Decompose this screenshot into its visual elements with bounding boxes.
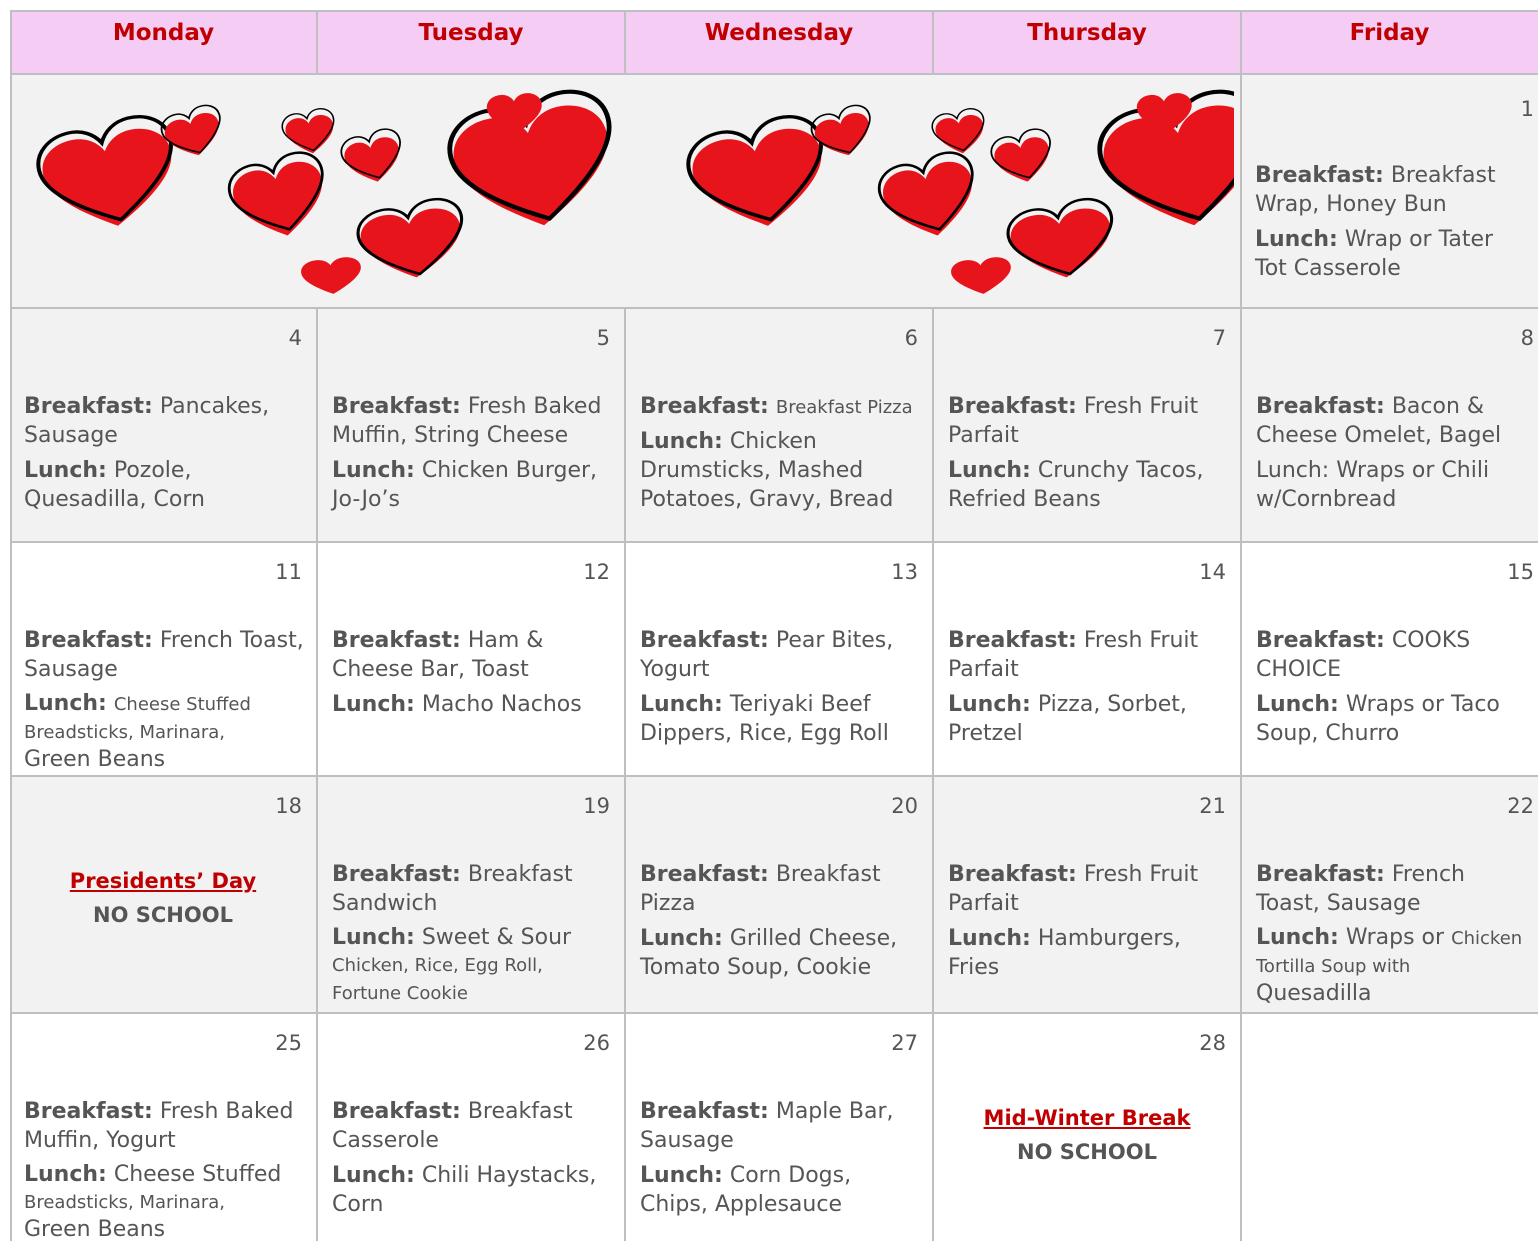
holiday-title: Presidents’ Day — [69, 869, 257, 893]
day-menu — [640, 1097, 924, 1225]
day-number: 22 — [1507, 794, 1534, 818]
lunch-label: Lunch: — [332, 458, 415, 483]
day-menu — [24, 626, 308, 779]
day-number: 4 — [288, 326, 302, 350]
breakfast-label: Breakfast: — [948, 628, 1077, 653]
lunch-items-cont: Breadsticks, Marinara, — [24, 1192, 226, 1213]
hearts-clipart — [24, 84, 1234, 296]
lunch-items: Macho Nachos — [421, 692, 582, 717]
day-menu — [640, 392, 924, 520]
lunch-label: Lunch: — [640, 1163, 723, 1188]
breakfast-label: Breakfast: — [1255, 163, 1384, 188]
lunch-items: Cheese Stuffed Breadsticks, Marinara, — [24, 694, 251, 743]
lunch-items: Corn Dogs, Chips, Applesauce — [640, 1163, 852, 1217]
day-cell-13 — [626, 542, 932, 775]
header-friday: Friday — [1349, 20, 1430, 46]
header-tuesday: Tuesday — [418, 20, 524, 46]
lunch-label: Lunch: — [948, 692, 1031, 717]
breakfast-label: Breakfast: — [948, 862, 1077, 887]
breakfast-label: Breakfast: — [1256, 862, 1385, 887]
lunch-items: Lunch: Wraps or Chili w/Cornbread — [1256, 458, 1490, 512]
day-menu — [24, 392, 308, 520]
lunch-items-cont2: Quesadilla — [1256, 981, 1372, 1006]
lunch-items: Pozole, Quesadilla, Corn — [24, 458, 205, 512]
holiday-title: Mid-Winter Break — [983, 1106, 1191, 1130]
holiday-notice — [10, 864, 316, 932]
day-number: 27 — [891, 1031, 918, 1055]
day-number: 8 — [1520, 326, 1534, 350]
holiday-notice — [934, 1101, 1240, 1169]
breakfast-items: Fresh Fruit Parfait — [948, 862, 1199, 916]
lunch-label: Lunch: — [640, 429, 723, 454]
day-number: 13 — [891, 560, 918, 584]
day-number: 20 — [891, 794, 918, 818]
breakfast-items: Breakfast Pizza — [640, 862, 881, 916]
day-cell-6 — [626, 308, 932, 541]
breakfast-label: Breakfast: — [332, 628, 461, 653]
breakfast-label: Breakfast: — [640, 394, 769, 419]
lunch-items: Teriyaki Beef Dippers, Rice, Egg Roll — [640, 692, 889, 746]
lunch-items: Wraps or Taco Soup, Churro — [1256, 692, 1500, 746]
lunch-items-cont: Green Beans — [24, 747, 166, 772]
lunch-items: Chicken Burger, Jo-Jo’s — [332, 458, 598, 512]
day-menu — [24, 1097, 308, 1249]
day-menu — [640, 626, 924, 754]
day-menu — [332, 860, 616, 1013]
day-menu — [1256, 860, 1530, 1013]
lunch-items: Cheese Stuffed — [113, 1162, 282, 1187]
lunch-label: Lunch: — [640, 692, 723, 717]
breakfast-items: Maple Bar, Sausage — [640, 1099, 894, 1153]
lunch-label: Lunch: — [24, 458, 107, 483]
breakfast-label: Breakfast: — [1256, 628, 1385, 653]
day-number: 1 — [1520, 97, 1534, 121]
day-number: 15 — [1507, 560, 1534, 584]
breakfast-label: Breakfast: — [640, 628, 769, 653]
lunch-label: Lunch: — [24, 1162, 107, 1187]
day-menu — [948, 860, 1232, 988]
lunch-label: Lunch: — [332, 692, 415, 717]
breakfast-items: Fresh Fruit Parfait — [948, 394, 1199, 448]
day-cell-25 — [10, 1013, 316, 1241]
breakfast-items: Bacon & Cheese Omelet, Bagel — [1256, 394, 1502, 448]
lunch-label: Lunch: — [24, 691, 107, 716]
lunch-label: Lunch: — [948, 926, 1031, 951]
header-thursday: Thursday — [1027, 20, 1147, 46]
breakfast-items: Fresh Baked Muffin, String Cheese — [332, 394, 602, 448]
breakfast-items: Breakfast Pizza — [775, 397, 913, 418]
day-number: 21 — [1199, 794, 1226, 818]
breakfast-items: Pear Bites, Yogurt — [640, 628, 894, 682]
day-menu — [1256, 626, 1530, 754]
day-menu — [1255, 161, 1530, 289]
breakfast-items: Fresh Baked Muffin, Yogurt — [24, 1099, 294, 1153]
breakfast-label: Breakfast: — [24, 394, 153, 419]
lunch-label: Lunch: — [640, 926, 723, 951]
day-cell-19 — [318, 776, 624, 1012]
day-menu — [948, 392, 1232, 520]
day-number: 28 — [1199, 1031, 1226, 1055]
day-cell-18 — [10, 776, 316, 1012]
breakfast-items: Fresh Fruit Parfait — [948, 628, 1199, 682]
day-number: 26 — [583, 1031, 610, 1055]
grid-line — [624, 10, 626, 75]
header-monday: Monday — [112, 20, 215, 46]
breakfast-items: French Toast, Sausage — [24, 628, 304, 682]
menu-calendar — [10, 10, 1538, 1241]
day-cell-11 — [10, 542, 316, 775]
day-menu — [948, 626, 1232, 754]
breakfast-label: Breakfast: — [332, 394, 461, 419]
day-cell-5 — [318, 308, 624, 541]
header-wednesday: Wednesday — [704, 20, 854, 46]
breakfast-label: Breakfast: — [24, 628, 153, 653]
holiday-no-school: NO SCHOOL — [1017, 1140, 1157, 1164]
day-menu — [640, 860, 924, 988]
lunch-label: Lunch: — [1256, 692, 1339, 717]
breakfast-items: Breakfast Wrap, Honey Bun — [1255, 163, 1496, 217]
breakfast-label: Breakfast: — [948, 394, 1077, 419]
lunch-items: Wrap or Tater Tot Casserole — [1255, 227, 1494, 281]
day-number: 18 — [275, 794, 302, 818]
day-cell-14 — [934, 542, 1240, 775]
breakfast-label: Breakfast: — [332, 1099, 461, 1124]
breakfast-label: Breakfast: — [1256, 394, 1385, 419]
lunch-items: Chicken Drumsticks, Mashed Potatoes, Gravy, Bread — [640, 429, 894, 512]
day-cell-28 — [934, 1013, 1240, 1241]
lunch-items: Pizza, Sorbet, Pretzel — [948, 692, 1187, 746]
day-cell-12 — [318, 542, 624, 775]
lunch-items: Wraps or — [1345, 925, 1445, 950]
lunch-items: Crunchy Tacos, Refried Beans — [948, 458, 1204, 512]
day-cell-7 — [934, 308, 1240, 541]
lunch-label: Lunch: — [332, 1163, 415, 1188]
day-menu — [332, 1097, 616, 1225]
lunch-label: Lunch: — [332, 925, 415, 950]
lunch-items: Chili Haystacks, Corn — [332, 1163, 597, 1217]
day-cell-20 — [626, 776, 932, 1012]
holiday-no-school: NO SCHOOL — [93, 903, 233, 927]
breakfast-items: Breakfast Sandwich — [332, 862, 573, 916]
lunch-label: Lunch: — [1256, 925, 1339, 950]
breakfast-items: COOKS CHOICE — [1256, 628, 1471, 682]
day-number: 12 — [583, 560, 610, 584]
breakfast-label: Breakfast: — [332, 862, 461, 887]
breakfast-items: French Toast, Sausage — [1256, 862, 1465, 916]
lunch-items: Sweet & Sour — [421, 925, 572, 950]
breakfast-items: Pancakes, Sausage — [24, 394, 270, 448]
day-number: 14 — [1199, 560, 1226, 584]
day-number: 19 — [583, 794, 610, 818]
lunch-items-cont: Chicken Tortilla Soup with — [1256, 928, 1523, 977]
lunch-items: Grilled Cheese, Tomato Soup, Cookie — [640, 926, 898, 980]
day-cell-15 — [1242, 542, 1538, 775]
breakfast-label: Breakfast: — [640, 1099, 769, 1124]
lunch-label: Lunch: — [1255, 227, 1338, 252]
day-cell-21 — [934, 776, 1240, 1012]
day-cell-4 — [10, 308, 316, 541]
day-number: 6 — [904, 326, 918, 350]
breakfast-items: Breakfast Casserole — [332, 1099, 573, 1153]
breakfast-label: Breakfast: — [640, 862, 769, 887]
day-number: 7 — [1212, 326, 1226, 350]
grid-line — [10, 10, 1538, 12]
day-menu — [1256, 392, 1530, 520]
grid-line — [932, 10, 934, 75]
breakfast-items: Ham & Cheese Bar, Toast — [332, 628, 544, 682]
day-menu — [332, 626, 616, 725]
day-number: 5 — [596, 326, 610, 350]
day-cell-8 — [1242, 308, 1538, 541]
day-number: 25 — [275, 1031, 302, 1055]
day-number: 11 — [275, 560, 302, 584]
breakfast-label: Breakfast: — [24, 1099, 153, 1124]
lunch-label: Lunch: — [948, 458, 1031, 483]
day-cell-26 — [318, 1013, 624, 1241]
day-cell-27 — [626, 1013, 932, 1241]
grid-line — [316, 10, 318, 75]
day-cell-22 — [1242, 776, 1538, 1012]
day-menu — [332, 392, 616, 520]
lunch-items: Hamburgers, Fries — [948, 926, 1181, 980]
lunch-items-cont: Chicken, Rice, Egg Roll, Fortune Cookie — [332, 955, 543, 1004]
day-cell-1 — [1241, 75, 1538, 308]
lunch-items-cont2: Green Beans — [24, 1217, 166, 1242]
